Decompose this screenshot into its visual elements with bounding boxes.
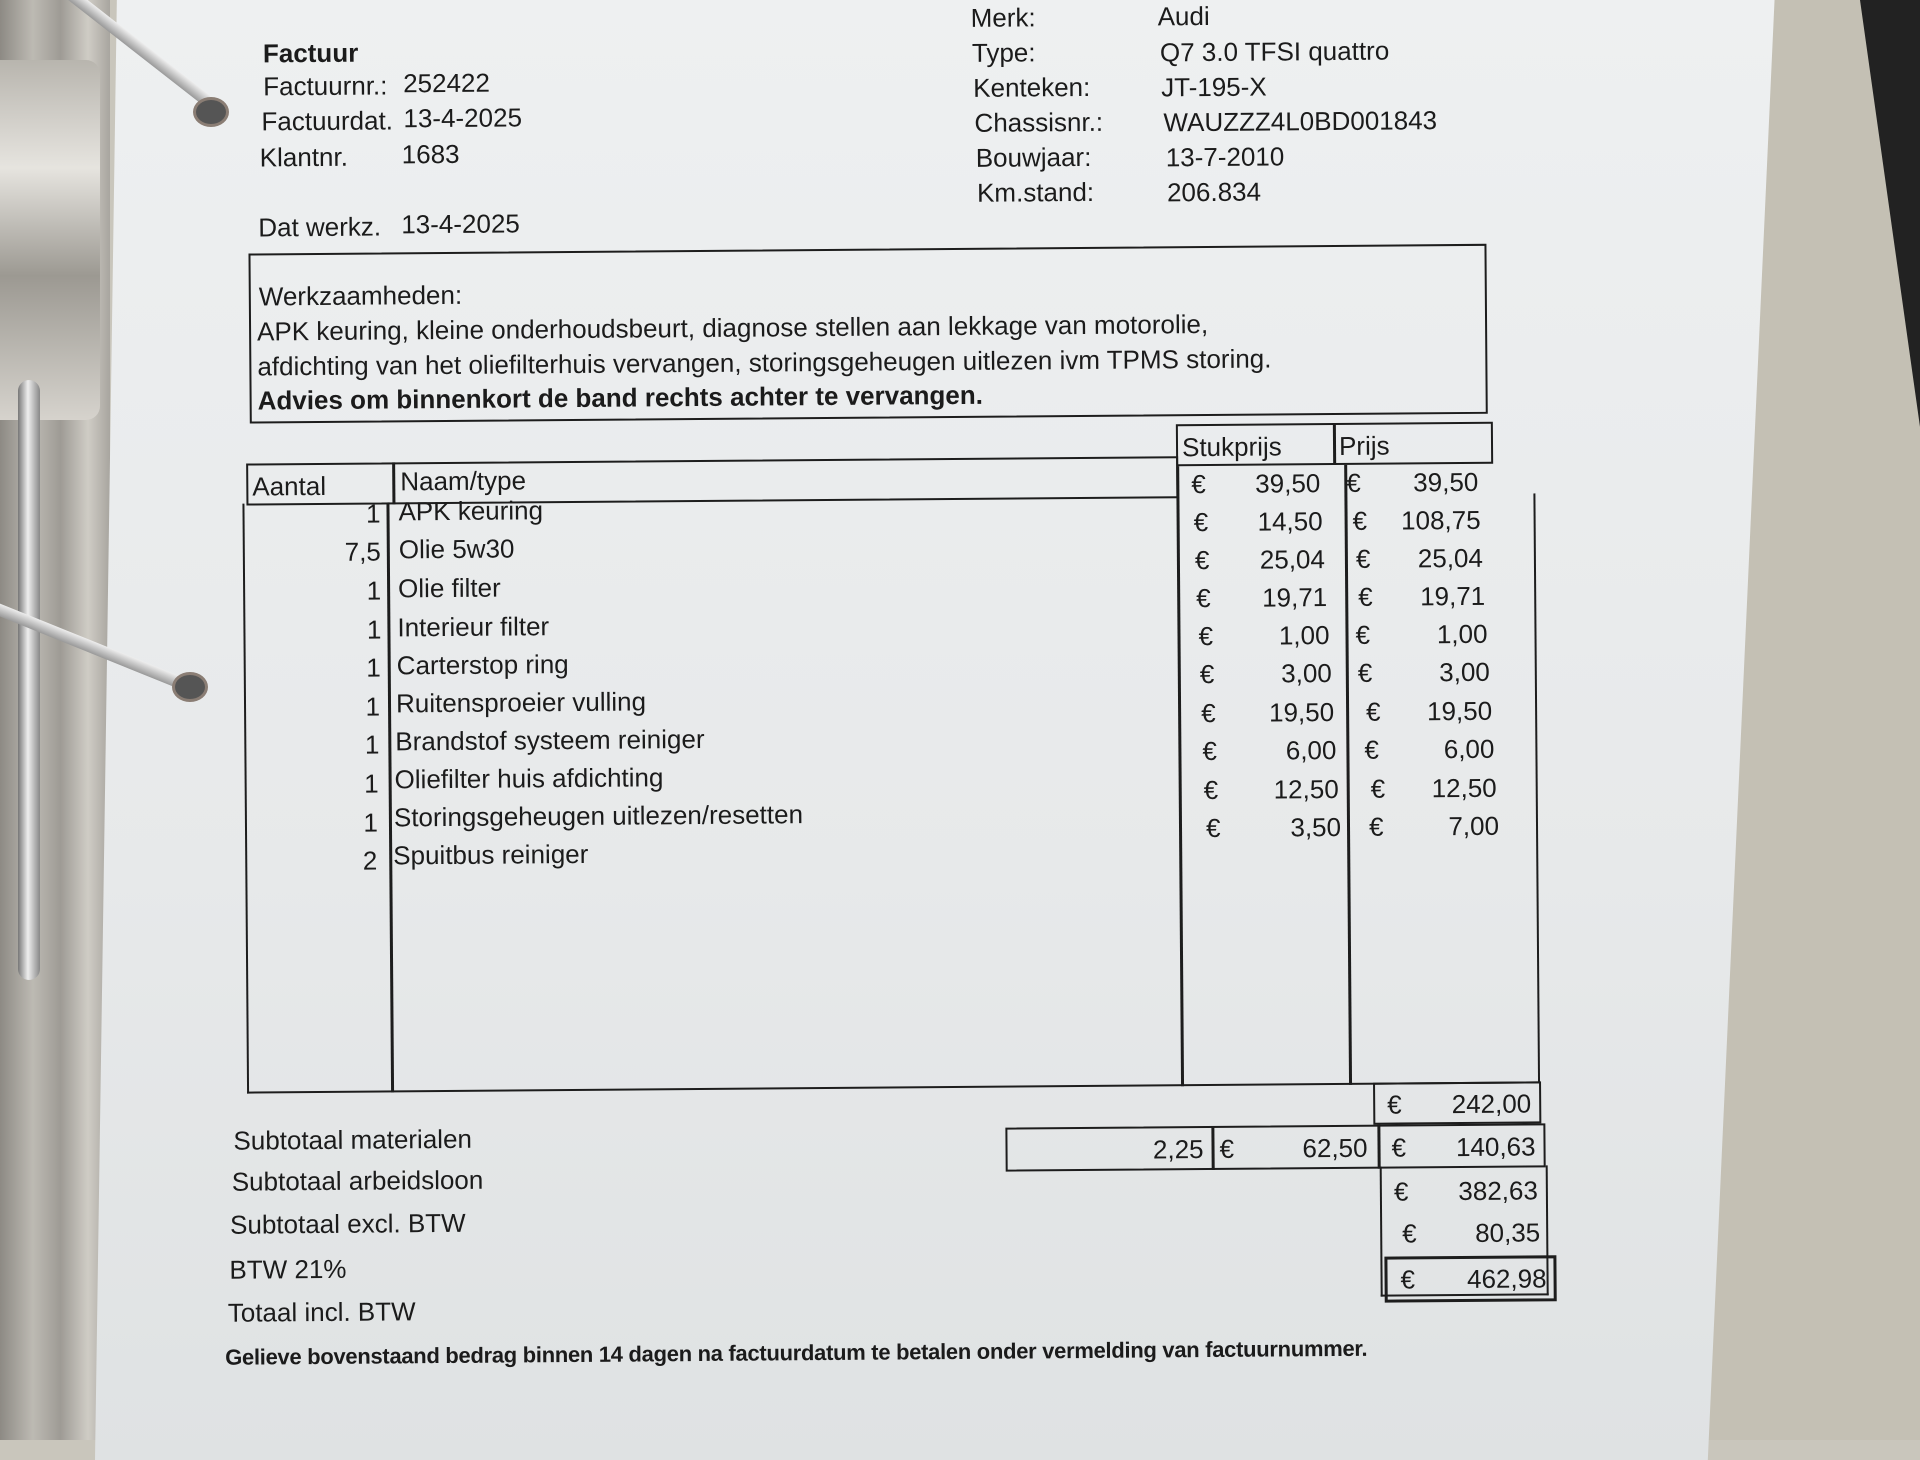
euro-icon: € [1357,657,1373,688]
invoice-title: Factuur [262,37,359,69]
vehicle-make-value: Audi [1157,0,1210,32]
euro-icon: € [1191,469,1206,500]
row-name: APK keuring [398,495,544,527]
excl-vat-value: 382,63 [1458,1175,1538,1207]
row-unit-price: 6,00 [1285,735,1337,766]
vehicle-type-value: Q7 3.0 TFSI quattro [1159,35,1390,68]
row-unit-price: 3,00 [1281,658,1332,689]
euro-icon: € [1198,620,1214,652]
euro-icon: € [1358,581,1373,612]
row-qty: 1 [364,729,380,760]
labour-total-label: Subtotaal arbeidsloon [231,1164,484,1197]
price-header: Prijs [1338,430,1390,461]
labour-divider-2 [1377,1125,1380,1169]
materials-total-label: Subtotaal materialen [233,1123,473,1156]
row-qty: 1 [365,498,381,529]
quantity-header: Aantal [252,470,327,502]
row-unit-price: 19,71 [1262,582,1328,613]
materials-total-value: 242,00 [1451,1088,1532,1120]
row-name: Ruitensproeier vulling [395,686,647,719]
euro-icon: € [1201,697,1216,729]
row-unit-price: 39,50 [1255,468,1321,499]
row-qty: 1 [365,691,381,722]
euro-icon: € [1205,812,1221,844]
row-price: 39,50 [1413,466,1479,498]
item-header-divider [392,462,395,504]
work-line-2: afdichting van het oliefilterhuis vervangen, storingsgeheugen uitlezen ivm TPMS storing. [257,343,1272,382]
license-plate-label: Kenteken: [973,71,1091,103]
euro-icon: € [1355,543,1371,574]
advice-text: Advies om binnenkort de band rechts achter te vervangen. [257,379,984,416]
labour-hours: 2,25 [1152,1134,1204,1165]
vat-label: BTW 21% [229,1253,347,1285]
grand-total-value: 462,98 [1466,1263,1547,1294]
invoice-date-value: 13-4-2025 [403,102,523,134]
row-name: Spuitbus reiniger [393,838,589,871]
unit-price-header: Stukprijs [1181,431,1282,463]
row-qty: 1 [363,807,379,838]
vehicle-type-label: Type: [971,37,1036,68]
row-qty: 1 [366,652,381,683]
euro-icon: € [1196,582,1211,614]
invoice-number-value: 252422 [403,67,491,99]
vat-value: 80,35 [1475,1217,1541,1248]
row-price: 12,50 [1431,772,1497,804]
row-qty: 2 [362,845,378,876]
row-name: Storingsgeheugen uitlezen/resetten [393,799,804,833]
euro-icon: € [1346,467,1361,498]
build-year-label: Bouwjaar: [975,141,1092,173]
euro-icon: € [1193,507,1209,538]
euro-icon: € [1402,1218,1417,1249]
row-unit-price: 25,04 [1259,544,1326,575]
labour-rate: 62,50 [1302,1132,1368,1164]
row-qty: 1 [366,575,382,606]
chassis-label: Chassisnr.: [974,106,1104,138]
invoice-date-label: Factuurdat. [261,105,394,137]
row-price: 1,00 [1436,618,1488,650]
vehicle-make-label: Merk: [970,2,1036,33]
row-name: Carterstop ring [396,649,569,681]
row-price: 6,00 [1443,733,1495,765]
row-price: 108,75 [1400,504,1481,536]
build-year-value: 13-7-2010 [1165,141,1285,173]
excl-vat-label: Subtotaal excl. BTW [229,1207,466,1240]
grand-total-label: Totaal incl. BTW [227,1296,416,1328]
row-name: Interieur filter [397,611,550,643]
euro-icon: € [1365,696,1381,727]
euro-icon: € [1219,1133,1235,1164]
customer-number-label: Klantnr. [259,141,349,173]
row-price: 3,00 [1439,656,1490,688]
euro-icon: € [1194,544,1210,576]
work-date-label: Dat werkz. [258,211,382,243]
row-qty: 1 [364,768,379,799]
payment-note: Gelieve bovenstaand bedrag binnen 14 dagen na factuurdatum te betalen onder vermelding van factuurnummer. [225,1335,1368,1370]
euro-icon: € [1393,1176,1409,1207]
row-name: Olie 5w30 [398,533,515,565]
invoice-number-label: Factuurnr.: [263,70,388,102]
euro-icon: € [1355,619,1371,650]
row-unit-price: 14,50 [1257,506,1323,537]
labour-divider-1 [1211,1126,1214,1170]
work-line-1: APK keuring, kleine onderhoudsbeurt, diagnose stellen aan lekkage van motorolie, [256,308,1209,347]
row-price: 7,00 [1448,810,1500,842]
price-header-divider [1333,423,1336,465]
row-price: 19,50 [1426,695,1493,727]
row-unit-price: 3,50 [1290,811,1342,843]
row-price: 19,71 [1420,580,1486,612]
euro-icon: € [1364,734,1379,765]
mileage-value: 206.834 [1166,176,1262,208]
chassis-value: WAUZZZ4L0BD001843 [1163,105,1438,138]
work-heading: Werkzaamheden: [258,279,463,312]
row-price: 25,04 [1417,542,1484,574]
labour-total-value: 140,63 [1455,1131,1536,1163]
euro-icon: € [1400,1264,1416,1295]
euro-icon: € [1203,774,1219,806]
row-qty: 7,5 [344,536,381,567]
row-name: Oliefilter huis afdichting [394,762,664,795]
row-unit-price: 1,00 [1278,620,1330,651]
row-qty: 1 [366,614,382,645]
license-plate-value: JT-195-X [1161,71,1267,103]
row-name: Olie filter [397,572,501,604]
euro-icon: € [1368,811,1384,842]
euro-icon: € [1387,1089,1402,1120]
mileage-label: Km.stand: [976,176,1095,208]
work-date-value: 13-4-2025 [401,208,520,240]
work-description-box [248,244,1487,424]
row-unit-price: 12,50 [1273,773,1339,805]
euro-icon: € [1370,773,1386,804]
row-name: Brandstof systeem reiniger [395,723,705,757]
euro-icon: € [1391,1132,1407,1163]
euro-icon: € [1202,735,1218,767]
row-unit-price: 19,50 [1268,697,1335,728]
euro-icon: € [1199,658,1215,690]
euro-icon: € [1352,505,1368,536]
name-header: Naam/type [400,465,527,497]
customer-number-value: 1683 [401,138,460,170]
